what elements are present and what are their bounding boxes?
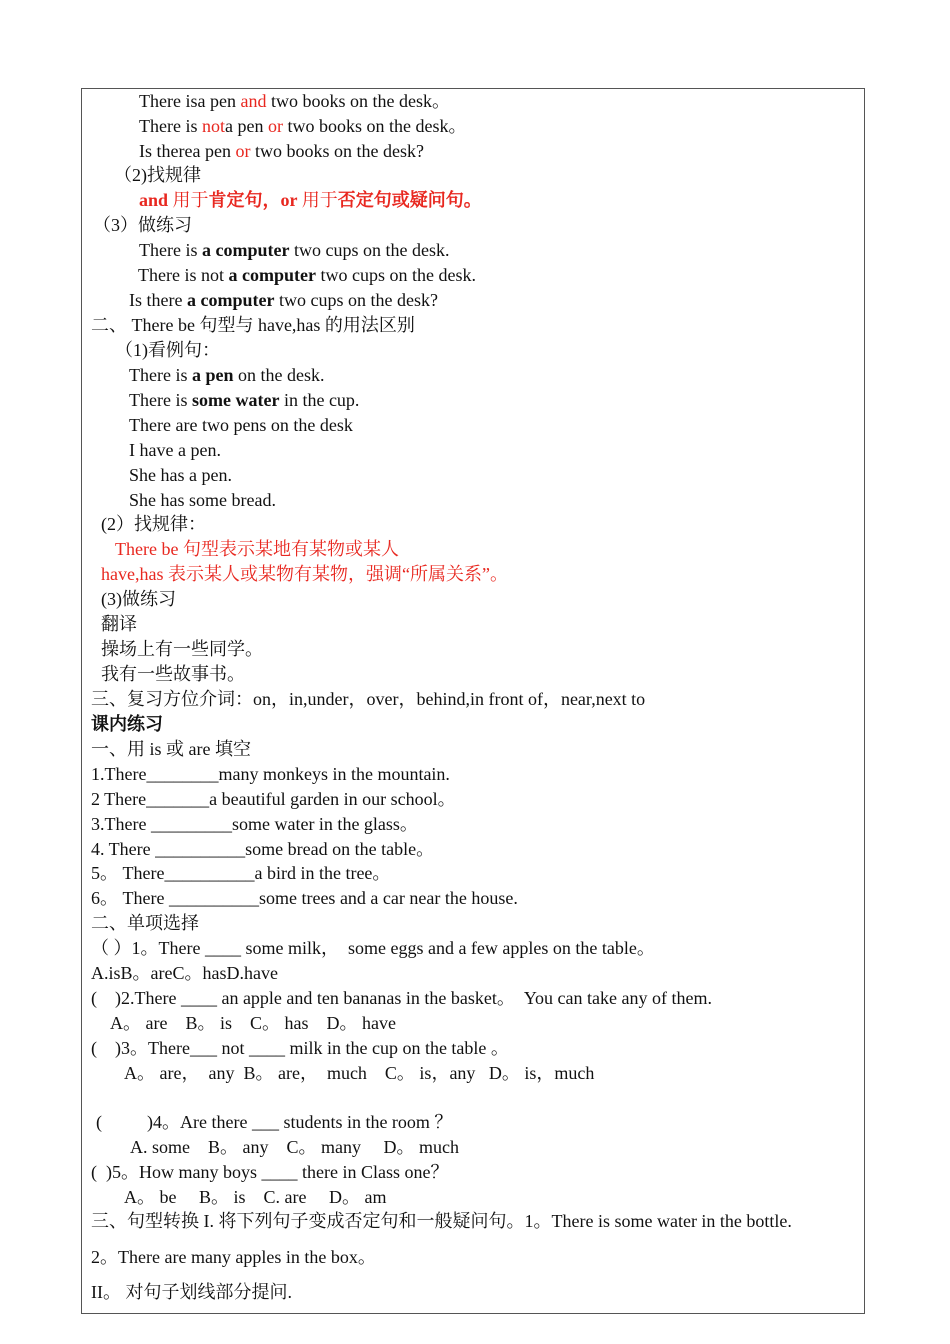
text-line — [91, 1037, 509, 1059]
text-run: 我有一些故事书。 — [101, 664, 245, 684]
text-run: two cups on the desk? — [274, 290, 438, 310]
text-run: a computer — [186, 290, 275, 310]
text-run: A.isB。areC。hasD.have — [91, 963, 278, 983]
text-line — [101, 638, 263, 660]
text-run: in the cup. — [279, 390, 360, 410]
text-run: have,has 表示某人或某物有某物，强调“所属关系”。 — [101, 564, 508, 584]
text-run: 二、单项选择 — [91, 913, 199, 933]
text-run: There is — [139, 240, 202, 260]
text-line — [91, 838, 434, 860]
text-run: Is therea pen — [139, 141, 236, 161]
text-line — [124, 1186, 386, 1208]
text-run: and — [240, 91, 267, 111]
text-run: not — [201, 116, 225, 136]
text-run: a computer — [228, 265, 316, 285]
text-line — [129, 289, 438, 311]
text-line — [91, 937, 655, 959]
text-run: 三、复习方位介词：on，in,under，over，behind,in front of，near,next to — [91, 689, 646, 709]
text-run: 肯定句， — [208, 190, 281, 210]
text-line — [101, 613, 137, 635]
text-line — [93, 214, 192, 236]
text-run: （3）做练习 — [93, 215, 192, 235]
text-run: 操场上有一些同学。 — [101, 639, 263, 659]
text-run: ( )2.There ____ an apple and ten bananas in the basket。 You can take any of them. — [91, 988, 712, 1008]
text-run: 用于 — [301, 190, 338, 210]
text-line — [139, 189, 482, 211]
text-run: 否定句或疑问句。 — [337, 190, 482, 210]
text-line — [91, 788, 456, 810]
text-line — [129, 414, 353, 436]
text-line — [139, 115, 466, 137]
text-run: There be 句型表示某地有某物或某人 — [115, 539, 399, 559]
text-run: a pen — [191, 365, 234, 385]
text-run: a computer — [201, 240, 290, 260]
text-run: II。 对句子划线部分提问. — [91, 1282, 292, 1302]
text-line — [91, 314, 415, 336]
text-line — [91, 962, 278, 984]
text-run: There is — [129, 390, 192, 410]
text-run: A。 be B。 is C. are D。 am — [124, 1187, 387, 1207]
text-line — [101, 663, 245, 685]
text-line — [91, 763, 450, 785]
text-line — [115, 538, 399, 560]
text-run: on the desk. — [233, 365, 325, 385]
text-run: A。 are， any B。 are， much C。 is，any D。 is，much — [124, 1063, 595, 1083]
text-run: 用于 — [172, 190, 209, 210]
text-run: or — [280, 190, 302, 210]
text-run: (2）找规律： — [101, 514, 206, 534]
text-run: （ ）1。There ____ some milk， some eggs and a few apples on the table。 — [91, 938, 655, 958]
text-run: 6。 There __________some trees and a car near the house. — [91, 888, 518, 908]
text-line — [91, 887, 518, 909]
text-line — [96, 1111, 452, 1133]
text-line — [91, 738, 251, 760]
text-run: 5。 There__________a bird in the tree。 — [91, 863, 391, 883]
text-run: 二、 There be 句型与 have,has 的用法区别 — [91, 315, 415, 335]
text-line — [101, 588, 176, 610]
text-run: 课内练习 — [91, 714, 163, 734]
text-line — [91, 1246, 376, 1268]
text-line — [91, 688, 645, 710]
text-run: 2。There are many apples in the box。 — [91, 1247, 376, 1267]
text-line — [101, 563, 508, 585]
text-run: A。 are B。 is C。 has D。 have — [110, 1013, 396, 1033]
text-run: ( )4。Are there ___ students in the room ？ — [96, 1112, 453, 1132]
text-line — [91, 1210, 792, 1232]
text-run: some water — [191, 390, 280, 410]
text-run: or — [235, 141, 251, 161]
text-line — [110, 1012, 396, 1034]
text-line — [139, 239, 449, 261]
text-line — [139, 140, 424, 162]
text-run: She has a pen. — [129, 465, 232, 485]
text-line — [91, 1161, 448, 1183]
text-run: （1)看例句： — [115, 340, 220, 360]
text-line — [129, 364, 324, 386]
text-line — [129, 489, 276, 511]
text-run: 三、句型转换 I. 将下列句子变成否定句和一般疑问句。1。There is some water in the bottle. — [91, 1211, 792, 1231]
text-run: There is — [139, 116, 202, 136]
text-run: （2)找规律 — [114, 165, 201, 185]
text-line — [129, 464, 232, 486]
text-run: ( )3。There___ not ____ milk in the cup on the table 。 — [91, 1038, 509, 1058]
text-run: 3.There _________some water in the glass。 — [91, 814, 418, 834]
text-line — [115, 339, 220, 361]
text-run: A. some B。 any C。 many D。 much — [130, 1137, 459, 1157]
text-run: two books on the desk? — [250, 141, 424, 161]
text-run: There isa pen — [139, 91, 241, 111]
text-line — [130, 1136, 459, 1158]
text-run: She has some bread. — [129, 490, 276, 510]
text-line — [129, 439, 221, 461]
text-run: There is not — [138, 265, 229, 285]
text-run: 1.There________many monkeys in the mountain. — [91, 764, 450, 784]
text-line — [91, 713, 163, 735]
text-run: 4. There __________some bread on the table。 — [91, 839, 435, 859]
text-line — [91, 987, 712, 1009]
text-line — [101, 513, 206, 535]
text-run: I have a pen. — [129, 440, 221, 460]
text-line — [138, 264, 476, 286]
text-run: two cups on the desk. — [289, 240, 450, 260]
text-line — [139, 90, 450, 112]
text-run: There are two pens on the desk — [129, 415, 353, 435]
text-line — [91, 1281, 292, 1303]
text-line — [91, 862, 390, 884]
text-run: two books on the desk。 — [282, 116, 467, 136]
text-run: or — [267, 116, 283, 136]
text-line — [114, 164, 201, 186]
text-run: Is there — [129, 290, 187, 310]
text-run: two books on the desk。 — [266, 91, 450, 111]
text-run: There is — [129, 365, 192, 385]
text-run: (3)做练习 — [101, 589, 176, 609]
text-line — [91, 912, 199, 934]
text-line — [124, 1062, 594, 1084]
text-run: ( )5。How many boys ____ there in Class one？ — [91, 1162, 449, 1182]
text-run: two cups on the desk. — [315, 265, 476, 285]
text-run: and — [139, 190, 173, 210]
text-line — [129, 389, 359, 411]
text-run: 一、用 is 或 are 填空 — [91, 739, 251, 759]
text-line — [91, 813, 418, 835]
text-run: 2 There_______a beautiful garden in our school。 — [91, 789, 456, 809]
text-run: a pen — [225, 116, 268, 136]
text-run: 翻译 — [101, 614, 137, 634]
